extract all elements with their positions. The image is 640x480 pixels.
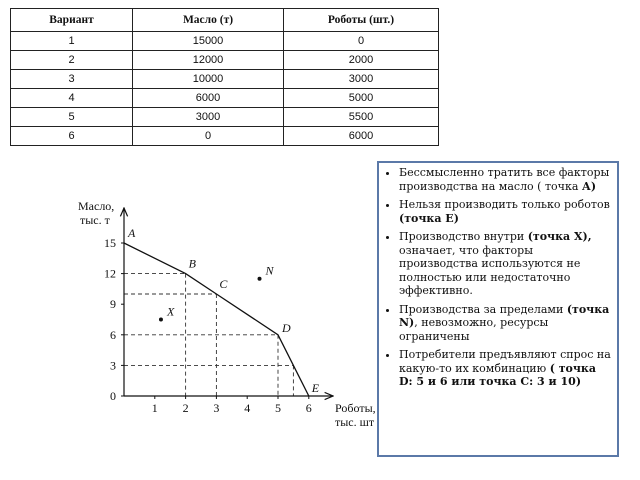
note-text: Производства за пределами <box>399 302 567 316</box>
point-label-a: A <box>128 226 136 240</box>
dashed-guide-lines <box>124 274 293 396</box>
cell-variant: 5 <box>11 108 133 127</box>
note-item <box>399 230 611 298</box>
note-item <box>399 348 611 389</box>
notes-box <box>377 161 619 457</box>
note-text: , невозможно, ресурсы ограничены <box>399 316 549 343</box>
x-tick-label: 6 <box>305 401 312 415</box>
note-text: Нельзя производить только роботов <box>399 198 610 211</box>
cell-variant: 2 <box>11 51 133 70</box>
point-label-e: E <box>311 381 320 395</box>
cell-variant: 4 <box>11 89 133 108</box>
cell-robots: 2000 <box>284 51 439 70</box>
header-robots: Роботы (шт.) <box>284 9 439 32</box>
cell-robots: 6000 <box>284 127 439 146</box>
cell-butter: 10000 <box>133 70 284 89</box>
note-text: Потребители предъявляют спрос на какую-то их комбинацию <box>399 348 611 375</box>
y-tick-label: 9 <box>110 297 116 312</box>
note-highlight: А) <box>581 179 597 193</box>
point-x-dot <box>159 318 163 322</box>
note-item <box>399 303 611 344</box>
point-label-d: D <box>282 320 291 335</box>
note-item <box>399 166 611 193</box>
y-axis-title-line2: тыс. т <box>80 213 110 227</box>
point-label-c: C <box>219 277 228 291</box>
note-text: Бессмысленно тратить все факторы производства на масло ( точка <box>399 166 610 193</box>
cell-variant: 3 <box>11 70 133 89</box>
y-tick-label: 12 <box>104 266 116 281</box>
header-butter: Масло (т) <box>133 9 284 32</box>
x-tick-label: 1 <box>151 401 158 415</box>
cell-variant: 1 <box>11 32 133 51</box>
y-axis-ticks <box>104 236 124 403</box>
note-text: означает, что факторы производства используются не полностью или недостаточно эффективно. <box>399 243 581 297</box>
y-tick-label: 3 <box>110 358 116 373</box>
x-tick-label: 3 <box>213 401 220 415</box>
cell-butter: 0 <box>133 127 284 146</box>
y-axis-title-line1: Масло, <box>78 199 115 213</box>
x-axis-ticks <box>152 396 312 415</box>
cell-robots: 5500 <box>284 108 439 127</box>
cell-robots: 3000 <box>284 70 439 89</box>
cell-robots: 5000 <box>284 89 439 108</box>
table-row <box>11 127 439 146</box>
table-row <box>11 108 439 127</box>
y-tick-label: 0 <box>110 389 116 403</box>
production-possibility-graph <box>0 170 380 440</box>
x-tick-label: 2 <box>182 401 189 415</box>
cell-butter: 6000 <box>133 89 284 108</box>
cell-butter: 15000 <box>133 32 284 51</box>
x-tick-label: 4 <box>244 401 251 415</box>
y-tick-label: 6 <box>110 327 116 342</box>
x-axis-title-line1: Роботы, <box>335 401 376 415</box>
table-row <box>11 32 439 51</box>
note-highlight: (точка Е) <box>399 211 459 225</box>
table-row <box>11 51 439 70</box>
point-label-n: N <box>265 263 274 278</box>
point-label-x: X <box>166 304 175 319</box>
cell-variant: 6 <box>11 127 133 146</box>
note-highlight: ( точка D: 5 и 6 или точка С: 3 и 10) <box>399 361 596 388</box>
table-row <box>11 70 439 89</box>
note-text: Производство внутри <box>399 230 528 243</box>
point-n-dot <box>258 277 262 281</box>
x-tick-label: 5 <box>275 401 281 415</box>
cell-butter: 12000 <box>133 51 284 70</box>
x-axis-title-line2: тыс. шт <box>335 415 375 429</box>
header-variant: Вариант <box>11 9 133 32</box>
graph-points <box>127 226 320 395</box>
production-options-table <box>10 8 439 146</box>
table-header-row <box>11 9 439 32</box>
cell-butter: 3000 <box>133 108 284 127</box>
notes-list <box>379 166 611 389</box>
point-label-b: B <box>188 256 196 271</box>
note-item <box>399 198 611 225</box>
cell-robots: 0 <box>284 32 439 51</box>
note-highlight: (точка N) <box>399 302 610 329</box>
note-highlight: (точка X), <box>527 230 592 243</box>
table-row <box>11 89 439 108</box>
y-tick-label: 15 <box>104 236 116 250</box>
